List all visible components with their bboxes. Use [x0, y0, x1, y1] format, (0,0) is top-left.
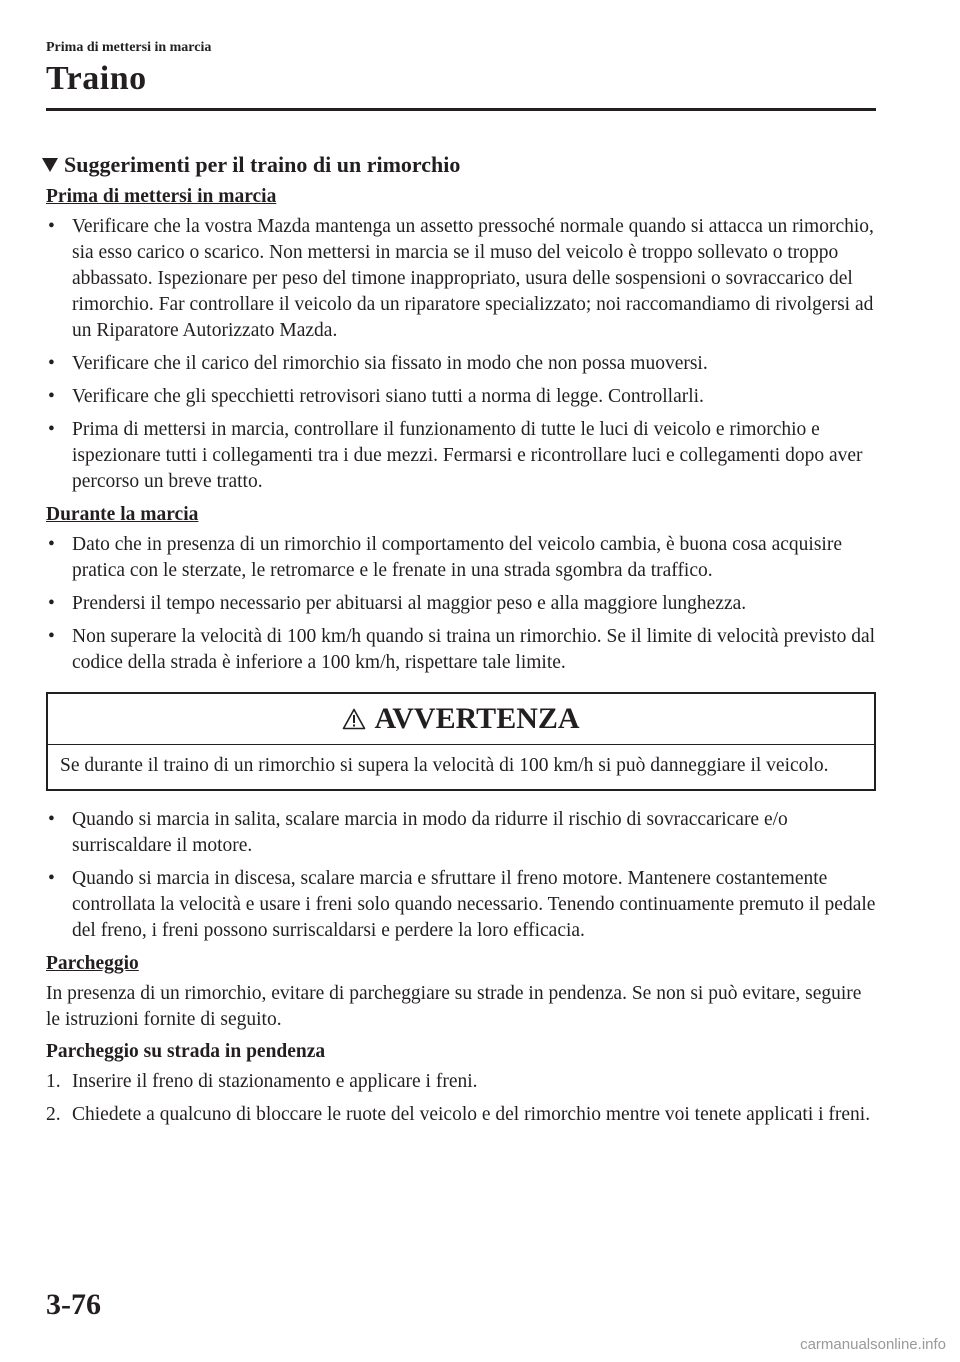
list-item-text: Verificare che gli specchietti retrovisori siano tutti a norma di legge. Controllarli.	[72, 386, 704, 407]
breadcrumb: Prima di mettersi in marcia	[46, 40, 212, 55]
page-number: 3-76	[46, 1288, 101, 1321]
chapter-title: Traino	[46, 60, 147, 97]
subheading-slope-parking: Parcheggio su strada in pendenza	[46, 1041, 326, 1062]
list-item-text: Prima di mettersi in marcia, controllare il funzionamento di tutte le luci di veicolo e rimorchio e ispezionare tutti i collegamenti tra i due mezzi. Fermarsi e ricontrollare luci e collegamenti dopo aver percorso un breve tratto.	[72, 419, 863, 492]
step-text: Chiedete a qualcuno di bloccare le ruote del veicolo e del rimorchio mentre voi tenete applicati i freni.	[72, 1104, 871, 1125]
subheading-driving: Durante la marcia	[46, 504, 199, 525]
list-item-text: Prendersi il tempo necessario per abituarsi al maggior peso e alla maggiore lunghezza.	[72, 593, 747, 614]
bullet-icon: •	[48, 216, 55, 237]
bullet-icon: •	[48, 353, 55, 374]
step-text: Inserire il freno di stazionamento e applicare i freni.	[72, 1071, 478, 1092]
list-item	[46, 214, 876, 344]
bullet-list-driving-more	[46, 807, 876, 944]
bullet-icon: •	[48, 868, 55, 889]
subheading-parking: Parcheggio	[46, 953, 139, 974]
section-heading	[42, 152, 876, 178]
list-item-text: Verificare che il carico del rimorchio sia fissato in modo che non possa muoversi.	[72, 353, 708, 374]
list-item-text: Non superare la velocità di 100 km/h quando si traina un rimorchio. Se il limite di velocità previsto dal codice della strada è inferiore a 100 km/h, rispettare tale limite.	[72, 626, 876, 673]
bullet-icon: •	[48, 534, 55, 555]
list-item	[46, 532, 876, 584]
list-item-text: Verificare che la vostra Mazda mantenga un assetto pressoché normale quando si attacca un rimorchio, sia esso carico o scarico. Non mettersi in marcia se il muso del veicolo è troppo sollevato o troppo abbassato. Ispezionare per peso del timone inappropriato, usura delle sospensioni o sovraccarico del rimorchio. Far controllare il veicolo da un riparatore specializzato; noi raccomandiamo di rivolgersi ad un Riparatore Autorizzato Mazda.	[72, 216, 874, 341]
content	[46, 152, 876, 1135]
list-item	[46, 807, 876, 859]
bullet-icon: •	[48, 419, 55, 440]
bullet-icon: •	[48, 386, 55, 407]
bullet-list-before	[46, 214, 876, 495]
bullet-list-driving	[46, 532, 876, 676]
warning-header	[48, 694, 874, 745]
section-heading-text: Suggerimenti per il traino di un rimorchio	[64, 152, 461, 177]
list-item	[46, 866, 876, 944]
list-item	[46, 624, 876, 676]
step-number: 2.	[46, 1104, 61, 1125]
warning-text: Se durante il traino di un rimorchio si supera la velocità di 100 km/h si può danneggiare il veicolo.	[60, 755, 829, 776]
header-divider	[46, 108, 876, 111]
triangle-down-icon	[42, 158, 58, 172]
list-item	[46, 351, 876, 377]
subheading-before: Prima di mettersi in marcia	[46, 186, 277, 207]
list-item	[46, 1069, 876, 1095]
list-item-text: Quando si marcia in discesa, scalare marcia e sfruttare il freno motore. Mantenere costantemente controllata la velocità e usare i freni solo quando necessario. Tenendo continuamente premuto il pedale del freno, i freni possono surriscaldarsi e perdere la loro efficacia.	[72, 868, 876, 941]
bullet-icon: •	[48, 809, 55, 830]
warning-title: AVVERTENZA	[374, 702, 580, 735]
bullet-icon: •	[48, 626, 55, 647]
watermark: carmanualsonline.info	[800, 1336, 946, 1353]
bullet-icon: •	[48, 593, 55, 614]
steps-list	[46, 1069, 876, 1128]
step-number: 1.	[46, 1071, 61, 1092]
list-item	[46, 384, 876, 410]
list-item	[46, 1102, 876, 1128]
parking-paragraph: In presenza di un rimorchio, evitare di parcheggiare su strade in pendenza. Se non si può evitare, seguire le istruzioni fornite di seguito.	[46, 983, 862, 1030]
warning-box	[46, 692, 876, 791]
warning-triangle-icon	[342, 708, 366, 730]
list-item-text: Quando si marcia in salita, scalare marcia in modo da ridurre il rischio di sovraccaricare e/o surriscaldare il motore.	[72, 809, 788, 856]
list-item-text: Dato che in presenza di un rimorchio il comportamento del veicolo cambia, è buona cosa acquisire pratica con le sterzate, le retromarce e le frenate in una strada sgombra da traffico.	[72, 534, 842, 581]
list-item	[46, 417, 876, 495]
list-item	[46, 591, 876, 617]
